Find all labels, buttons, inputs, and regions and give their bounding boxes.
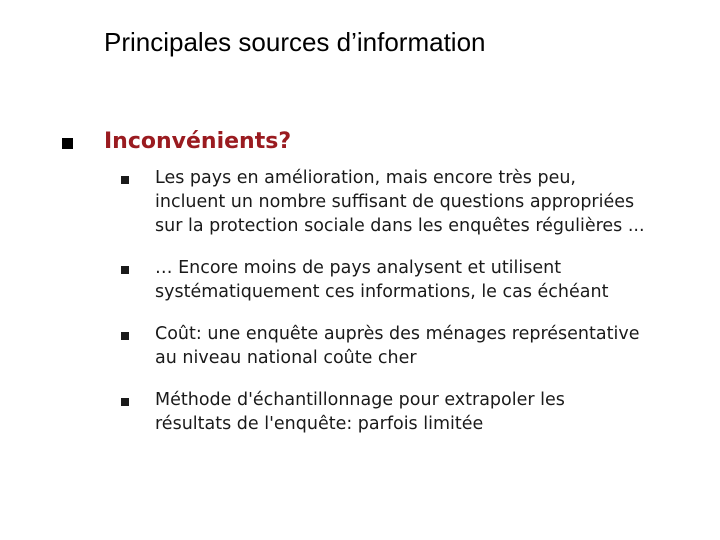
sub-bullet-list [121,166,711,454]
square-bullet-icon [121,398,129,406]
square-bullet-icon [121,332,129,340]
section-heading: Inconvénients? [104,129,292,154]
slide-title: Principales sources d’information [104,27,486,57]
square-bullet-icon [62,138,73,149]
list-item [121,256,711,304]
square-bullet-icon [121,176,129,184]
list-item [121,166,711,238]
list-item-text: Coût: une enquête auprès des ménages représentative au niveau national coûte cher [155,324,640,368]
list-item-text: … Encore moins de pays analysent et utilisent systématiquement ces informations, le cas échéant [155,258,609,302]
list-item-text: Méthode d'échantillonnage pour extrapoler les résultats de l'enquête: parfois limitée [155,390,565,434]
list-item [121,388,711,436]
list-item-text: Les pays en amélioration, mais encore très peu, incluent un nombre suffisant de questions appropriées sur la protection sociale dans les enquêtes régulières ... [155,168,645,236]
square-bullet-icon [121,266,129,274]
list-item [121,322,711,370]
